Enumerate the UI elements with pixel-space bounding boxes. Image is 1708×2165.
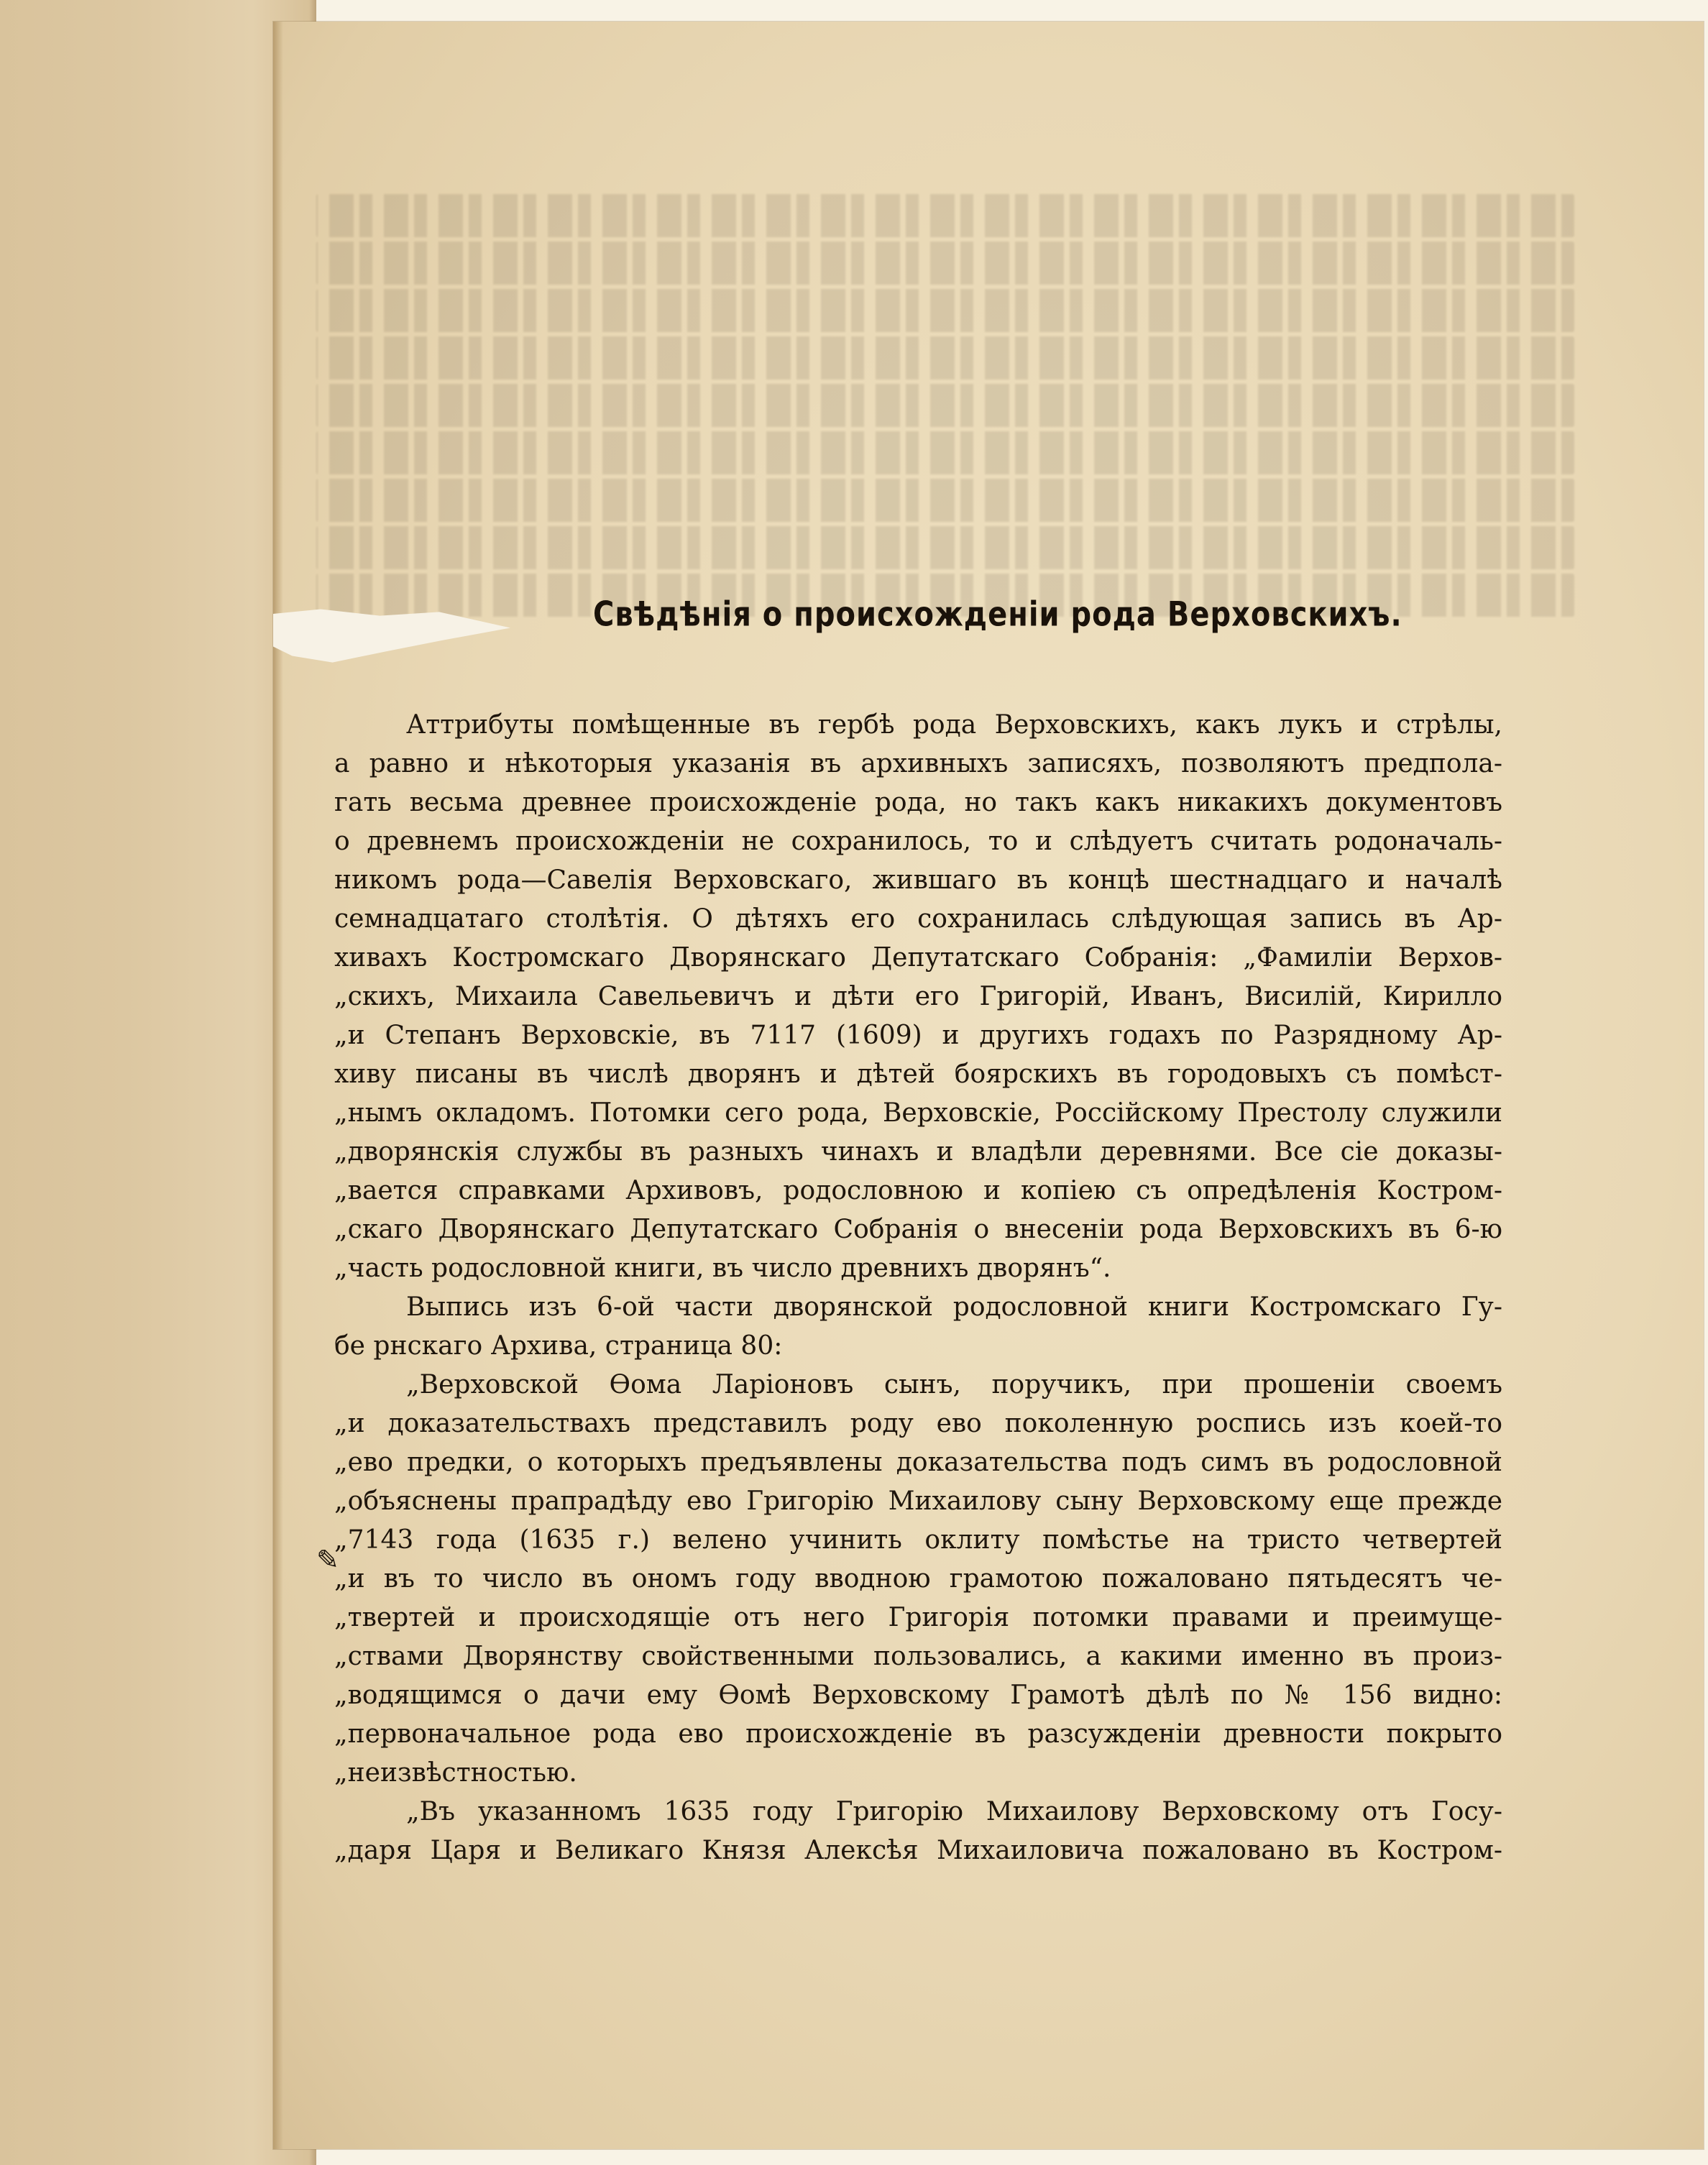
text-line: „ствами Дворянству свойственными пользовались, а какими именно въ произ- bbox=[334, 1642, 1502, 1671]
text-line: „дворянскія службы въ разныхъ чинахъ и владѣли деревнями. Все сіе доказы- bbox=[334, 1137, 1502, 1167]
text-line: „неизвѣстностью. bbox=[334, 1758, 577, 1788]
page-left-edge bbox=[273, 22, 283, 2149]
text-line: гать весьма древнее происхожденіе рода, но такъ какъ никакихъ документовъ bbox=[334, 788, 1502, 817]
text-line: хивахъ Костромскаго Дворянскаго Депутатскаго Собранія: „Фамиліи Верхов- bbox=[334, 943, 1502, 973]
text-line: „первоначальное рода ево происхожденіе въ разсужденіи древности покрыто bbox=[334, 1719, 1502, 1749]
text-line: „и доказательствахъ представилъ роду ево поколенную роспись изъ коей-то bbox=[334, 1409, 1502, 1438]
reverse-side-show-through bbox=[316, 194, 1574, 640]
book-cover-strip bbox=[0, 0, 316, 2165]
text-line: „ево предки, о которыхъ предъявлены доказательства подъ симъ въ родословной bbox=[334, 1448, 1502, 1477]
text-line: „Въ указанномъ 1635 году Григорію Михаилову Верховскому отъ Госу- bbox=[406, 1797, 1502, 1826]
text-line: Выпись изъ 6-ой части дворянской родословной книги Костромскаго Гу- bbox=[406, 1292, 1502, 1322]
text-line: „объяснены прапрадѣду ево Григорію Михаилову сыну Верховскому еще прежде bbox=[334, 1486, 1502, 1516]
text-line: никомъ рода—Савелія Верховскаго, жившаго въ концѣ шестнадцаго и началѣ bbox=[334, 865, 1502, 895]
text-line: „скаго Дворянскаго Депутатскаго Собранія о внесеніи рода Верховскихъ въ 6-ю bbox=[334, 1215, 1502, 1244]
text-line: „7143 года (1635 г.) велено учинить оклиту помѣстье на тристо четвертей bbox=[334, 1525, 1502, 1555]
text-line: „Верховской Ѳома Ларіоновъ сынъ, поручикъ, при прошеніи своемъ bbox=[406, 1370, 1502, 1399]
document-body bbox=[334, 589, 1502, 1870]
pencil-mark-icon: ✎ bbox=[316, 1544, 339, 1576]
text-line: „даря Царя и Великаго Князя Алексѣя Михаиловича пожаловано въ Костром- bbox=[334, 1836, 1502, 1865]
text-line: „часть родословной книги, въ число древнихъ дворянъ“. bbox=[334, 1254, 1111, 1283]
text-line: бе рнскаго Архива, страница 80: bbox=[334, 1331, 783, 1361]
text-line: „нымъ окладомъ. Потомки сего рода, Верховскіе, Россійскому Престолу служили bbox=[334, 1098, 1502, 1128]
text-line: „скихъ, Михаила Савельевичъ и дѣти его Григорій, Иванъ, Висилій, Кирилло bbox=[334, 982, 1502, 1011]
text-line: семнадцатаго столѣтія. О дѣтяхъ его сохранилась слѣдующая запись въ Ар- bbox=[334, 904, 1502, 934]
document-text bbox=[334, 706, 1502, 1870]
document-title: Свѣдѣнія о происхожденіи рода Верховскихъ. bbox=[593, 595, 1402, 635]
text-line: „твертей и происходящіе отъ него Григорія потомки правами и преимуще- bbox=[334, 1603, 1502, 1632]
text-line: Аттрибуты помѣщенные въ гербѣ рода Верховскихъ, какъ лукъ и стрѣлы, bbox=[406, 710, 1502, 740]
text-line: а равно и нѣкоторыя указанія въ архивныхъ записяхъ, позволяютъ предпола- bbox=[334, 749, 1502, 778]
text-line: хиву писаны въ числѣ дворянъ и дѣтей боярскихъ въ городовыхъ съ помѣст- bbox=[334, 1059, 1502, 1089]
text-line: „и въ то число въ ономъ году вводною грамотою пожаловано пятьдесятъ че- bbox=[334, 1564, 1502, 1594]
text-line: „вается справками Архивовъ, родословною и копіею съ опредѣленія Костром- bbox=[334, 1176, 1502, 1205]
text-line: о древнемъ происхожденіи не сохранилось, то и слѣдуетъ считать родоначаль- bbox=[334, 827, 1502, 856]
text-line: „и Степанъ Верховскіе, въ 7117 (1609) и другихъ годахъ по Разрядному Ар- bbox=[334, 1021, 1502, 1050]
text-line: „водящимся о дачи ему Ѳомѣ Верховскому Грамотѣ дѣлѣ по № 156 видно: bbox=[334, 1681, 1502, 1710]
